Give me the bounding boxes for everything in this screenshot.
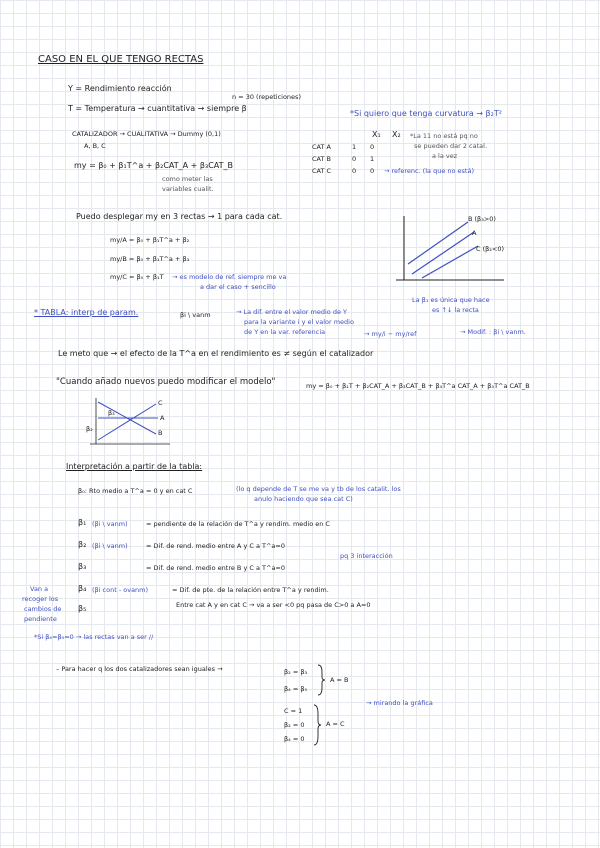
graph-note: La β₁ es única que hace [412,296,490,304]
table-cell: 1 [352,143,357,151]
meta-line: Le meto que → el efecto de la T^a en el rendimiento es ≠ según el catalizador [58,349,374,358]
tabla-def: → my/i − my/ref [364,330,417,338]
table-cell: 0 [352,167,357,175]
small-label-a: A [160,414,165,422]
page-title: CASO EN EL QUE TENGO RECTAS [38,54,204,65]
small-label-c: C [158,399,163,407]
ref-note: a dar el caso + sencillo [200,283,276,291]
eq-condition: β₂ = 0 [284,721,305,729]
table-row-label: CAT C [312,167,332,175]
table-cell: 0 [370,167,375,175]
bi-vanm: βi \ vanm [180,311,211,319]
label-b: B (β₃>0) [468,215,496,223]
small-label-b3: β₃ [108,409,115,417]
brace [312,704,322,746]
rectas-intro: Puedo desplegar my en 3 rectas → 1 para cada cat. [76,212,283,221]
margin-note: pendiente [24,615,57,623]
eq-condition: C = 1 [284,707,303,715]
beta-2-tag: (βi \ vanm) [92,542,128,550]
label-a: A [472,229,477,237]
beta-4: β₄ [78,584,87,593]
beta-2: β₂ [78,540,87,549]
eq-c: my/C = β₀ + β₁T [110,273,164,281]
beta-1-tag: (βi \ vanm) [92,520,128,528]
interp-b0-note: anulo haciendo que sea cat C) [254,495,353,503]
cat-levels: A, B, C [84,142,106,150]
margin-note: cambios de [24,605,62,613]
table-cell: 0 [370,143,375,151]
table-cell: 0 [352,155,357,163]
model-1: my = β₀ + β₁T^a + β₂CAT_A + β₃CAT_B [74,161,234,170]
beta-3-note: pq 3 interacción [340,552,393,560]
note-line: a la vez [432,152,458,160]
var-y: Y = Rendimiento reacción [68,84,172,93]
model-note: como meter las variables cualit. [162,175,214,193]
eq-condition: β₄ = 0 [284,735,305,743]
model-2: my = β₀ + β₁T + β₂CAT_A + β₃CAT_B + β₄T^a CAT_A + β₅T^a CAT_B [306,382,530,390]
tabla-modif: → Modif. : βi \ vanm. [460,328,526,336]
beta-5: β₅ [78,604,87,613]
eq-a: my/A = β₀ + β₁T^a + β₂ [110,236,190,244]
table-row-label: CAT B [312,155,331,163]
tabla-def: de Y en la var. referencia [244,328,326,336]
interp-b0-note: (lo q depende de T se me va y tb de los catalit. los [236,485,401,493]
graph-note: es ↑↓ la recta [432,306,479,314]
ref-note: → es modelo de ref. siempre me va [172,273,287,281]
parallel-note: *Si β₄=β₅=0 → las rectas van a ser // [34,633,154,641]
beta-2-text: = Dif. de rend. medio entre A y C a T^a=0 [146,542,285,550]
small-label-b2: β₂ [86,425,93,433]
brace [316,664,326,696]
margin-note: recoger los [22,595,59,603]
quote: "Cuando añado nuevos puedo modificar el modelo" [56,377,276,387]
beta-4-tag: (βi cont - ovanm) [92,586,149,594]
var-cat: CATALIZADOR → CUALITATIVA → Dummy (0,1) [72,130,221,138]
var-t: T = Temperatura → cuantitativa → siempre β [68,104,247,113]
eq-condition: β₂ = β₃ [284,668,308,676]
table-header-x2: X₂ [392,130,401,139]
reference-note: → referenc. (la que no está) [384,167,475,175]
label-c: C (β₂<0) [476,245,505,253]
beta-1: β₁ [78,518,87,527]
table-cell: 1 [370,155,375,163]
note-line: *La 11 no está pq no [410,132,478,140]
tabla-def: → La dif. entre el valor medio de Y [236,308,348,316]
table-row-label: CAT A [312,143,331,151]
table-header-x1: X₁ [372,130,381,139]
beta-4-text-2: Entre cat A y en cat C → va a ser <0 pq pasa de C>0 a A=0 [176,601,371,609]
beta-4-text: = Dif. de pte. de la relación entre T^a y rendim. [172,586,329,594]
result-ac: A = C [326,720,345,728]
small-label-b: B [158,429,163,437]
curvature-note: *Si quiero que tenga curvatura → β₂T² [350,109,502,118]
beta-3: β₃ [78,562,87,571]
graph-look-note: → mirando la gráfica [366,699,433,707]
n-note: n = 30 (repeticiones) [232,93,301,101]
eq-b: my/B = β₀ + β₁T^a + β₃ [110,255,190,263]
result-ab: A = B [330,676,349,684]
margin-note: Van a [30,585,49,593]
equal-intro: – Para hacer q los dos catalizadores sean iguales → [56,665,223,673]
tabla-heading: * TABLA: interp de param. [34,308,139,317]
beta-1-text: = pendiente de la relación de T^a y rendim. medio en C [146,520,330,528]
tabla-def: para la variante i y el valor medio [244,318,354,326]
beta-3-text: = Dif. de rend. medio entre B y C a T^a=0 [146,564,286,572]
note-line: se pueden dar 2 catal. [414,142,488,150]
interp-b0: β₀: Rto medio a T^a = 0 y en cat C [78,487,193,495]
interp-heading: Interpretación a partir de la tabla: [66,462,203,471]
eq-condition: β₄ = β₅ [284,685,308,693]
